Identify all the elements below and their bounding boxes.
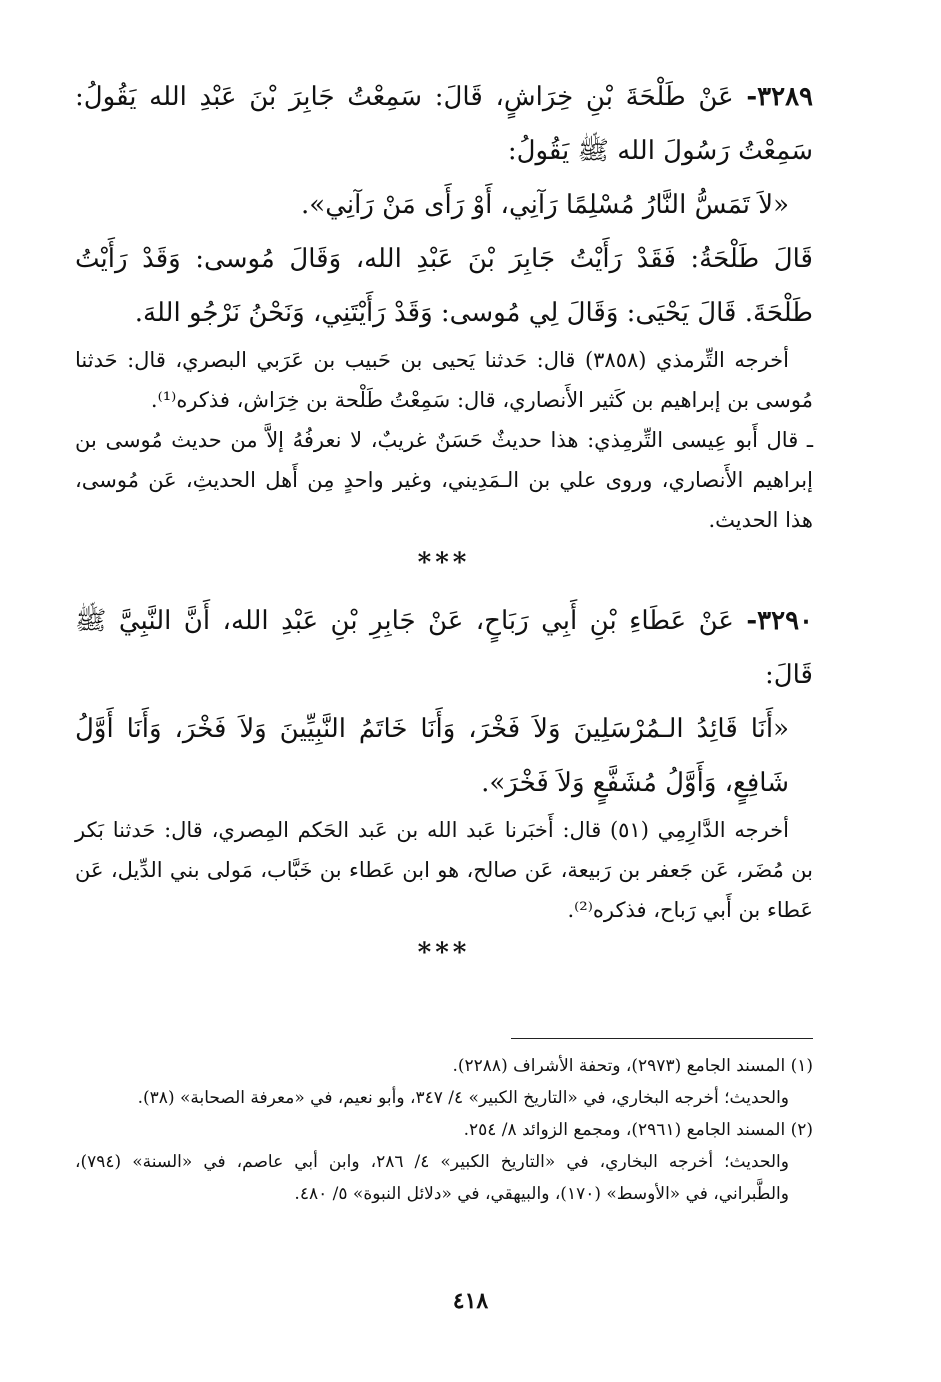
page-body: [75, 70, 813, 976]
footnote-2-detail: والحديث؛ أخرجه البخاري، في «التاريخ الكبير» ٤/ ٢٨٦، وابن أبي عاصم، في «السنة» (٧٩٤)، والطَّبراني، في «الأوسط» (١٧٠)، والبيهقي، في «دلائل النبوة» ٥/ ٤٨٠.: [75, 1152, 789, 1204]
hadith-3289-matn: «لاَ تَمَسُّ النَّارُ مُسْلِمًا رَآنِي، أَوْ رَأَى مَنْ رَآنِي».: [301, 190, 789, 220]
footnote-2: (٢) المسند الجامع (٢٩٦١)، ومجمع الزوائد ٨/ ٢٥٤.: [463, 1120, 813, 1140]
hadith-3289-takhrij: أخرجه التِّرمذي (٣٨٥٨) قال: حَدثنا يَحيى بن حَبيب بن عَرَبي البصري، قال: حَدثنا مُوسى بن إبراهيم بن كَثير الأَنصاري، قال: سَمِعْتُ طَلْحة بن خِرَاش، فذكره⁽¹⁾.: [75, 348, 813, 412]
hadith-3290-matn: «أَنَا قَائِدُ الـمُرْسَلِينَ وَلاَ فَخْرَ، وَأَنَا خَاتَمُ النَّبِيِّينَ وَلاَ فَخْرَ، وَأَنَا أَوَّلُ شَافِعٍ، وَأَوَّلُ مُشَفَّعٍ وَلاَ فَخْرَ».: [75, 714, 789, 798]
hadith-3289-isnad: [75, 70, 813, 178]
isnad-text: عَنْ عَطَاءِ بْنِ أَبِي رَبَاحٍ، عَنْ جَابِرِ بْنِ عَبْدِ الله، أَنَّ النَّبِيَّ ﷺ قَالَ:: [75, 606, 813, 690]
section-separator: ***: [417, 548, 471, 578]
page-number: ٤١٨: [452, 1288, 489, 1314]
hadith-3290-isnad: [75, 594, 813, 702]
hadith-number: ٣٢٩٠-: [746, 606, 813, 636]
footnote-1: (١) المسند الجامع (٢٩٧٣)، وتحفة الأشراف (٢٢٨٨).: [452, 1056, 813, 1076]
footnotes: [75, 1050, 813, 1210]
tirmidhi-comment: ـ قال أَبو عِيسى التِّرمِذي: هذا حديثٌ حَسَنٌ غريبٌ، لا نعرفُهُ إلاَّ من حديث مُوسى بن إبراهيم الأَنصاري، وروى علي بن الـمَدِيني، وغير واحدٍ مِن أَهل الحديثِ، عَن مُوسى، هذا الحديث.: [75, 428, 813, 532]
hadith-3289-addendum: قَالَ طَلْحَةُ: فَقَدْ رَأَيْتُ جَابِرَ بْنَ عَبْدِ الله، وَقَالَ مُوسى: وَقَدْ رَأَيْتُ طَلْحَةَ. قَالَ يَحْيَى: وَقَالَ لِي مُوسى: وَقَدْ رَأَيْتَنِي، وَنَحْنُ نَرْجُو اللهَ.: [75, 244, 813, 328]
hadith-number: ٣٢٨٩-: [746, 82, 813, 112]
hadith-3290-takhrij: أخرجه الدَّارِمِي (٥١) قال: أَخبَرنا عَبد الله بن عَبد الحَكم المِصري، قال: حَدثنا بَكر بن مُضَر، عَن جَعفر بن رَبيعة، عَن صالح، هو ابن عَطاء بن خَبَّاب، مَولى بني الدِّيل، عَن عَطاء بن أَبي رَباح، فذكره⁽²⁾.: [75, 818, 813, 922]
footnote-rule: [511, 1038, 813, 1039]
section-separator: ***: [417, 938, 471, 968]
isnad-text: عَنْ طَلْحَةَ بْنِ خِرَاشٍ، قَالَ: سَمِعْتُ جَابِرَ بْنَ عَبْدِ الله يَقُولُ: سَمِعْتُ رَسُولَ الله ﷺ يَقُولُ:: [75, 82, 813, 166]
footnote-1-detail: والحديث؛ أخرجه البخاري، في «التاريخ الكبير» ٤/ ٣٤٧، وأبو نعيم، في «معرفة الصحابة» (٣٨).: [137, 1088, 789, 1108]
